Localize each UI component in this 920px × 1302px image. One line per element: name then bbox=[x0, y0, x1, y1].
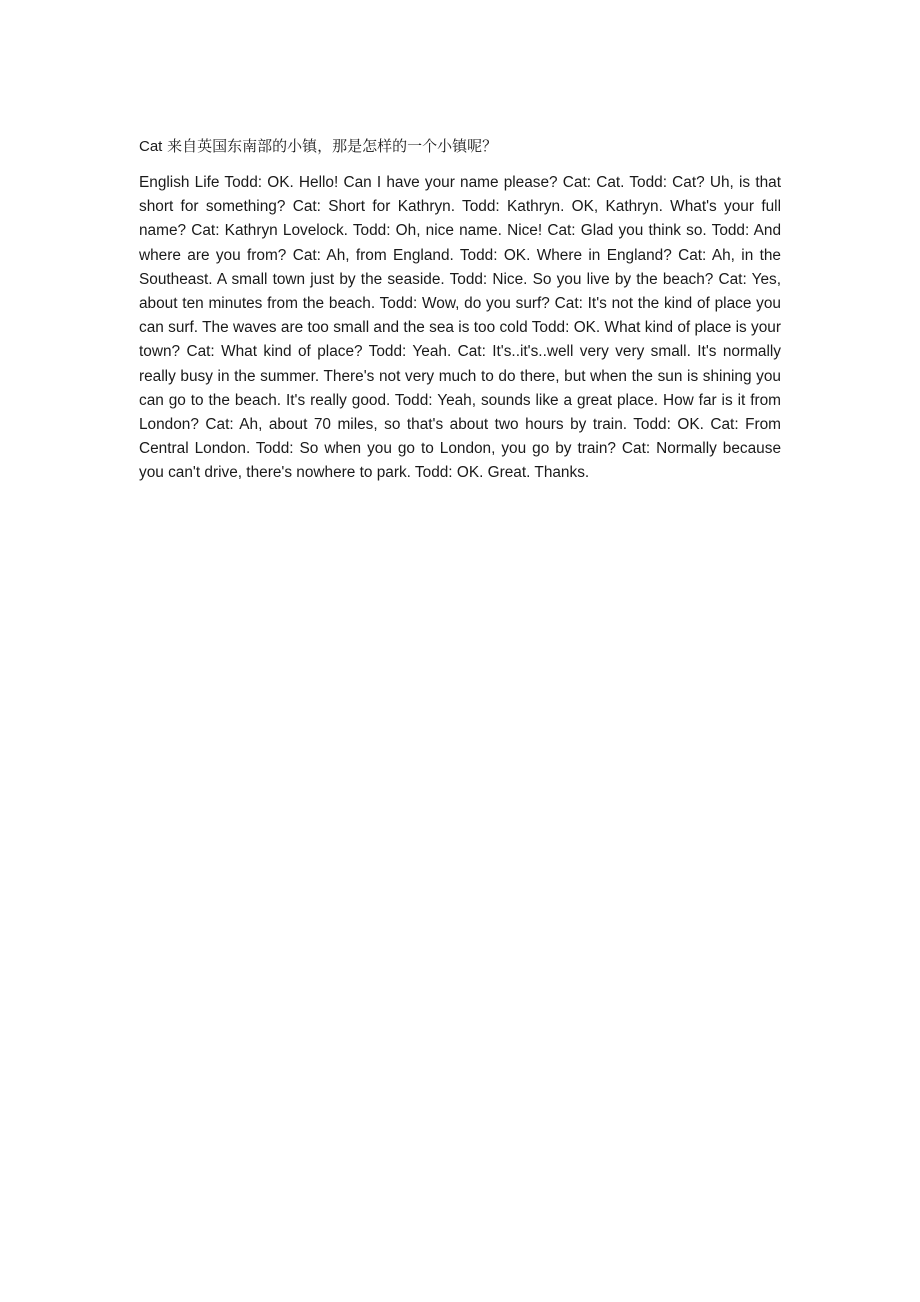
document-content bbox=[139, 134, 781, 486]
question-heading bbox=[139, 134, 781, 159]
dialogue-paragraph: English Life Todd: OK. Hello! Can I have your name please? Cat: Cat. Todd: Cat? Uh, is that short for something? Cat: Short for Kathryn. Todd: Kathryn. OK, Kathryn. What's your full name? Cat: Kathryn Lovelock. Todd: Oh, nice name. Nice! Cat: Glad you think so. Todd: And where are you from? Cat: Ah, from England. Todd: OK. Where in England? Cat: Ah, in the Southeast. A small town just by the seaside. Todd: Nice. So you live by the beach? Cat: Yes, about ten minutes from the beach. Todd: Wow, do you surf? Cat: It's not the kind of place you can surf. The waves are too small and the sea is too cold Todd: OK. What kind of place is your town? Cat: What kind of place? Todd: Yeah. Cat: It's..it's..well very very small. It's normally really busy in the summer. There's not very much to do there, but when the sun is shining you can go to the beach. It's really good. Todd: Yeah, sounds like a great place. How far is it from London? Cat: Ah, about 70 miles, so that's about two hours by train. Todd: OK. Cat: From Central London. Todd: So when you go to London, you go by train? Cat: Normally because you can't drive, there's nowhere to park. Todd: OK. Great. Thanks. bbox=[139, 174, 781, 482]
heading-prefix: Cat bbox=[139, 138, 163, 155]
heading-text: 来自英国东南部的小镇，那是怎样的一个小镇呢？ bbox=[167, 137, 498, 155]
